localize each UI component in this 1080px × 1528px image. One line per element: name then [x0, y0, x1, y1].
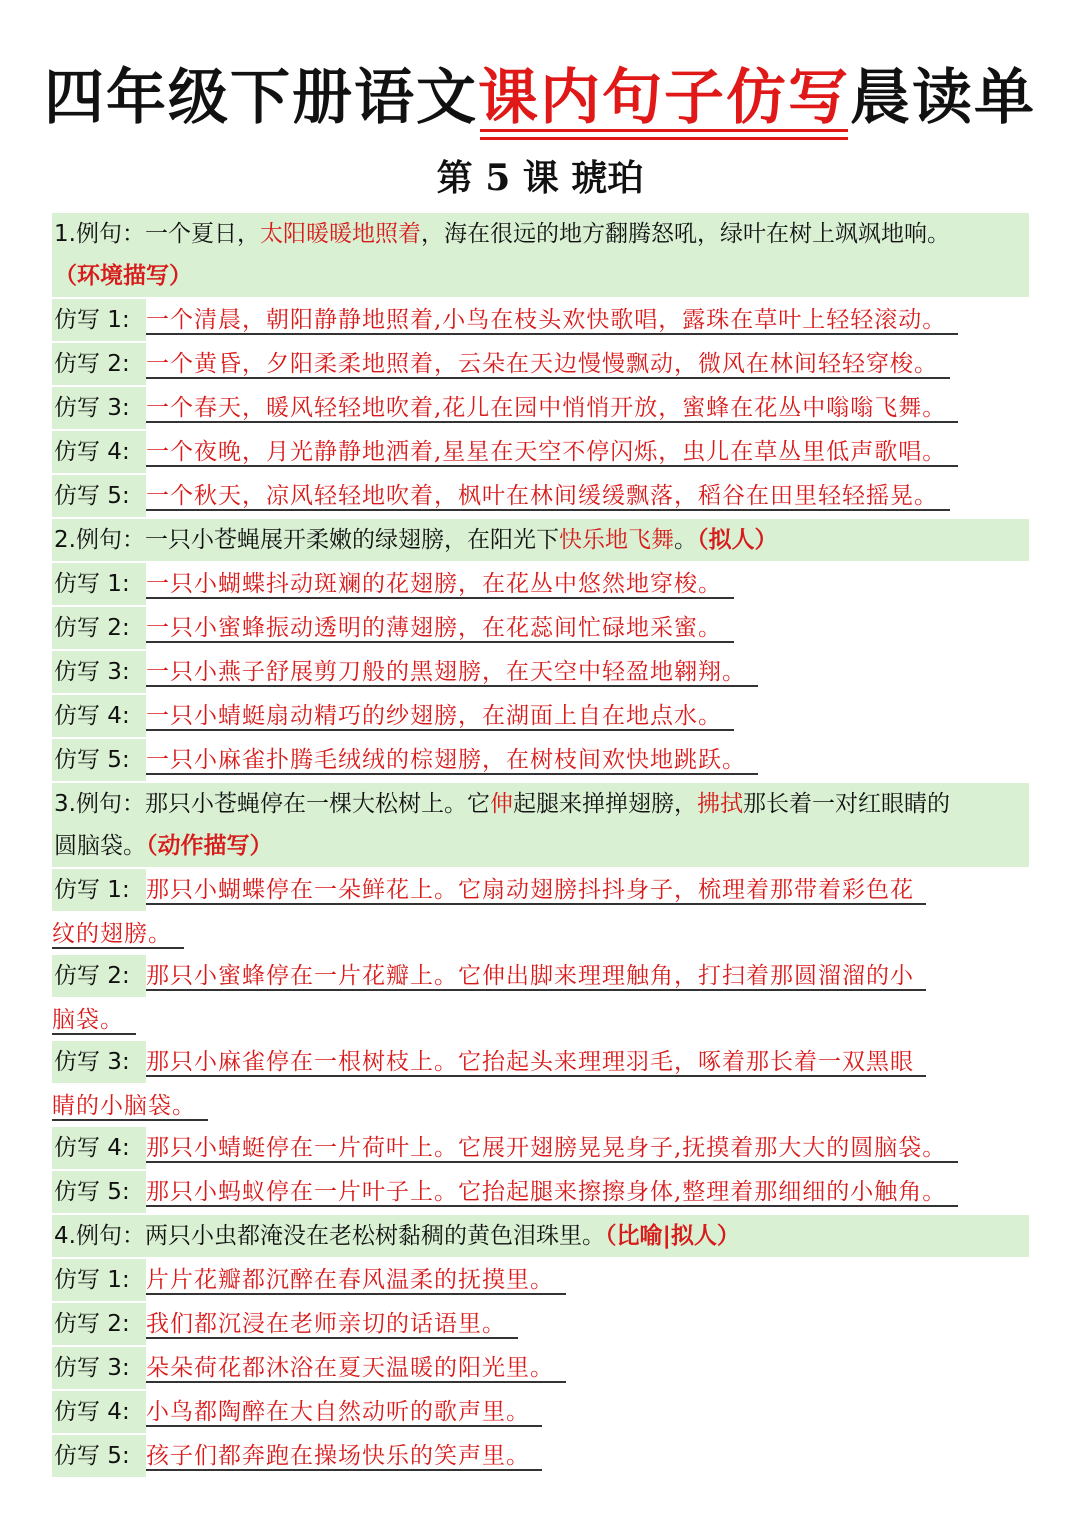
imitation-label: 仿写 3:	[52, 1041, 146, 1083]
imitation-text: 一只小蜜蜂振动透明的薄翅膀，在花蕊间忙碌地采蜜。	[146, 615, 734, 643]
imitation-label: 仿写 1:	[52, 1259, 146, 1301]
imitation-text: 一只小蝴蝶抖动斑斓的花翅膀，在花丛中悠然地穿梭。	[146, 571, 734, 599]
content	[52, 213, 1029, 1479]
imitation-label: 仿写 5:	[52, 475, 146, 517]
imitation-row	[52, 1127, 1029, 1169]
example-tag: （动作描写）	[146, 833, 273, 859]
imitation-row	[52, 1347, 1029, 1389]
imitation-text: 一个夜晚，月光静静地洒着,星星在天空不停闪烁，虫儿在草丛里低声歌唱。	[146, 439, 958, 467]
imitation-continuation	[52, 913, 1029, 955]
imitation-text: 那只小蝴蝶停在一朵鲜花上。它扇动翅膀抖抖身子，梳理着那带着彩色花	[146, 877, 926, 905]
imitation-label: 仿写 1:	[52, 299, 146, 341]
imitation-label: 仿写 2:	[52, 1303, 146, 1345]
page-title	[0, 62, 1080, 134]
imitation-text: 一个清晨，朝阳静静地照着,小鸟在枝头欢快歌唱，露珠在草叶上轻轻滚动。	[146, 307, 958, 335]
imitation-row	[52, 1259, 1029, 1301]
imitation-text: 一个春天，暖风轻轻地吹着,花儿在园中悄悄开放，蜜蜂在花丛中嗡嗡飞舞。	[146, 395, 958, 423]
imitation-row	[52, 955, 1029, 997]
imitation-label: 仿写 3:	[52, 1347, 146, 1389]
imitation-row	[52, 869, 1029, 911]
imitation-label: 仿写 3:	[52, 387, 146, 429]
imitation-row	[52, 1303, 1029, 1345]
imitation-label: 仿写 4:	[52, 1391, 146, 1433]
imitation-label: 仿写 4:	[52, 1127, 146, 1169]
example-sentence-4: 4.例句：两只小虫都淹没在老松树黏稠的黄色泪珠里。（比喻|拟人）	[52, 1215, 1029, 1257]
imitation-row	[52, 299, 1029, 341]
imitation-text: 那只小蜻蜓停在一片荷叶上。它展开翅膀晃晃身子,抚摸着那大大的圆脑袋。	[146, 1135, 958, 1163]
imitation-label: 仿写 3:	[52, 651, 146, 693]
imitation-text: 那只小麻雀停在一根树枝上。它抬起头来理理羽毛，啄着那长着一双黑眼	[146, 1049, 926, 1077]
example-highlight: 太阳暖暖地照着	[259, 221, 421, 247]
imitation-label: 仿写 5:	[52, 739, 146, 781]
imitation-row	[52, 387, 1029, 429]
imitation-text: 一个黄昏，夕阳柔柔地照着，云朵在天边慢慢飘动，微风在林间轻轻穿梭。	[146, 351, 950, 379]
imitation-text: 一只小燕子舒展剪刀般的黑翅膀，在天空中轻盈地翱翔。	[146, 659, 758, 687]
imitation-continuation	[52, 999, 1029, 1041]
imitation-row	[52, 739, 1029, 781]
imitation-row	[52, 1391, 1029, 1433]
example-highlight: 拂拭	[696, 791, 743, 817]
imitation-row	[52, 651, 1029, 693]
imitation-text: 那只小蜜蜂停在一片花瓣上。它伸出脚来理理触角，打扫着那圆溜溜的小	[146, 963, 926, 991]
imitation-text-cont: 睛的小脑袋。	[52, 1093, 208, 1121]
imitation-row	[52, 431, 1029, 473]
imitation-label: 仿写 2:	[52, 607, 146, 649]
imitation-label: 仿写 5:	[52, 1435, 146, 1477]
example-highlight: 伸	[489, 791, 513, 817]
imitation-label: 仿写 5:	[52, 1171, 146, 1213]
imitation-text-cont: 脑袋。	[52, 1007, 136, 1035]
imitation-text: 孩子们都奔跑在操场快乐的笑声里。	[146, 1443, 542, 1471]
title-part1: 四年级下册语文	[44, 63, 478, 133]
imitation-text: 片片花瓣都沉醉在春风温柔的抚摸里。	[146, 1267, 566, 1295]
title-highlight: 课内句子仿写	[478, 63, 850, 133]
lesson-subtitle: 第 5 课 琥珀	[436, 157, 644, 199]
imitation-row	[52, 563, 1029, 605]
example-sentence-1: 1.例句：一个夏日，太阳暖暖地照着，海在很远的地方翻腾怒吼，绿叶在树上飒飒地响。 （环境描写）	[52, 213, 1029, 297]
imitation-label: 仿写 4:	[52, 695, 146, 737]
imitation-row	[52, 475, 1029, 517]
example-tag: （环境描写）	[54, 263, 192, 289]
imitation-text: 那只小蚂蚁停在一片叶子上。它抬起腿来擦擦身体,整理着那细细的小触角。	[146, 1179, 958, 1207]
imitation-label: 仿写 1:	[52, 869, 146, 911]
imitation-row	[52, 695, 1029, 737]
imitation-row	[52, 343, 1029, 385]
imitation-text: 朵朵荷花都沐浴在夏天温暖的阳光里。	[146, 1355, 566, 1383]
imitation-label: 仿写 2:	[52, 343, 146, 385]
example-highlight: 快乐地飞舞	[558, 527, 674, 553]
example-sentence-2: 2.例句：一只小苍蝇展开柔嫩的绿翅膀，在阳光下快乐地飞舞。（拟人）	[52, 519, 1029, 561]
imitation-continuation	[52, 1085, 1029, 1127]
title-part2: 晨读单	[850, 63, 1036, 133]
imitation-text: 一只小麻雀扑腾毛绒绒的棕翅膀，在树枝间欢快地跳跃。	[146, 747, 758, 775]
imitation-row	[52, 1171, 1029, 1213]
example-tag: （拟人）	[696, 527, 778, 553]
imitation-text: 一只小蜻蜓扇动精巧的纱翅膀，在湖面上自在地点水。	[146, 703, 734, 731]
imitation-row	[52, 1041, 1029, 1083]
imitation-row	[52, 607, 1029, 649]
imitation-row	[52, 1435, 1029, 1477]
imitation-text: 我们都沉浸在老师亲切的话语里。	[146, 1311, 518, 1339]
imitation-label: 仿写 2:	[52, 955, 146, 997]
imitation-text-cont: 纹的翅膀。	[52, 921, 184, 949]
imitation-text: 一个秋天，凉风轻轻地吹着，枫叶在林间缓缓飘落，稻谷在田里轻轻摇晃。	[146, 483, 950, 511]
example-tag: （比喻|拟人）	[604, 1223, 740, 1249]
imitation-label: 仿写 4:	[52, 431, 146, 473]
imitation-text: 小鸟都陶醉在大自然动听的歌声里。	[146, 1399, 542, 1427]
imitation-label: 仿写 1:	[52, 563, 146, 605]
example-sentence-3: 3.例句：那只小苍蝇停在一棵大松树上。它伸起腿来掸掸翅膀，拂拭那长着一对红眼睛的 圆脑袋。（动作描写）	[52, 783, 1029, 867]
